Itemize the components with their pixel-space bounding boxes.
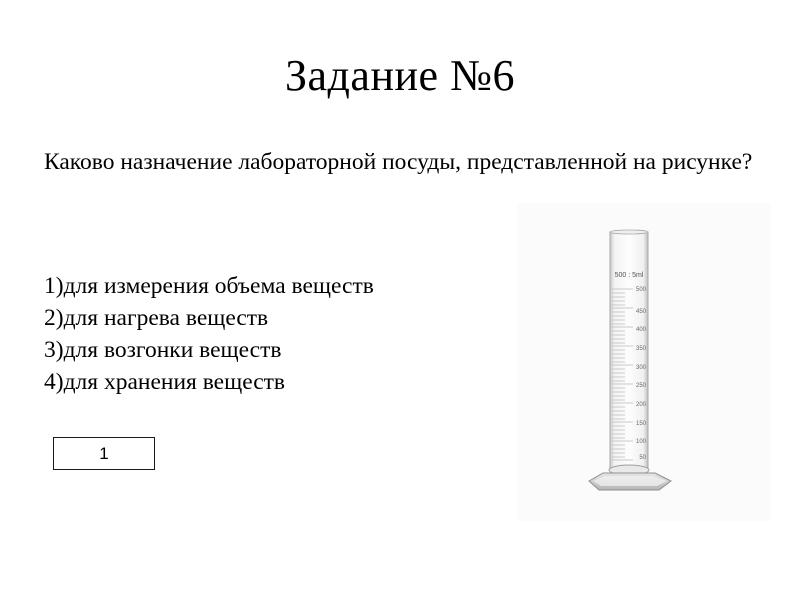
scale-label-350: 350 [635,346,646,352]
scale-label-50: 50 [639,455,646,461]
option-1: 1)для измерения объема веществ [44,273,374,299]
scale-label-300: 300 [635,365,646,371]
question-text: Каково назначение лабораторной посуды, представленной на рисунке? [44,149,753,175]
graduated-cylinder-figure [517,203,771,521]
option-3: 3)для возгонки веществ [44,337,282,363]
scale-label-400: 400 [635,327,646,333]
scale-label-200: 200 [635,402,646,408]
scale-label-250: 250 [635,383,646,389]
scale-label-150: 150 [635,421,646,427]
option-2: 2)для нагрева веществ [44,305,269,331]
scale-label-100: 100 [635,439,646,445]
graduated-cylinder-icon [517,203,771,521]
answer-options-list [44,270,374,398]
cylinder-header-label: 500 : 5ml [614,272,644,279]
scale-label-500: 500 [635,287,646,293]
option-4: 4)для хранения веществ [44,369,286,395]
answer-box [53,437,155,470]
answer-value: 1 [99,443,109,463]
scale-label-450: 450 [635,309,646,315]
slide-title: Задание №6 [284,51,516,100]
